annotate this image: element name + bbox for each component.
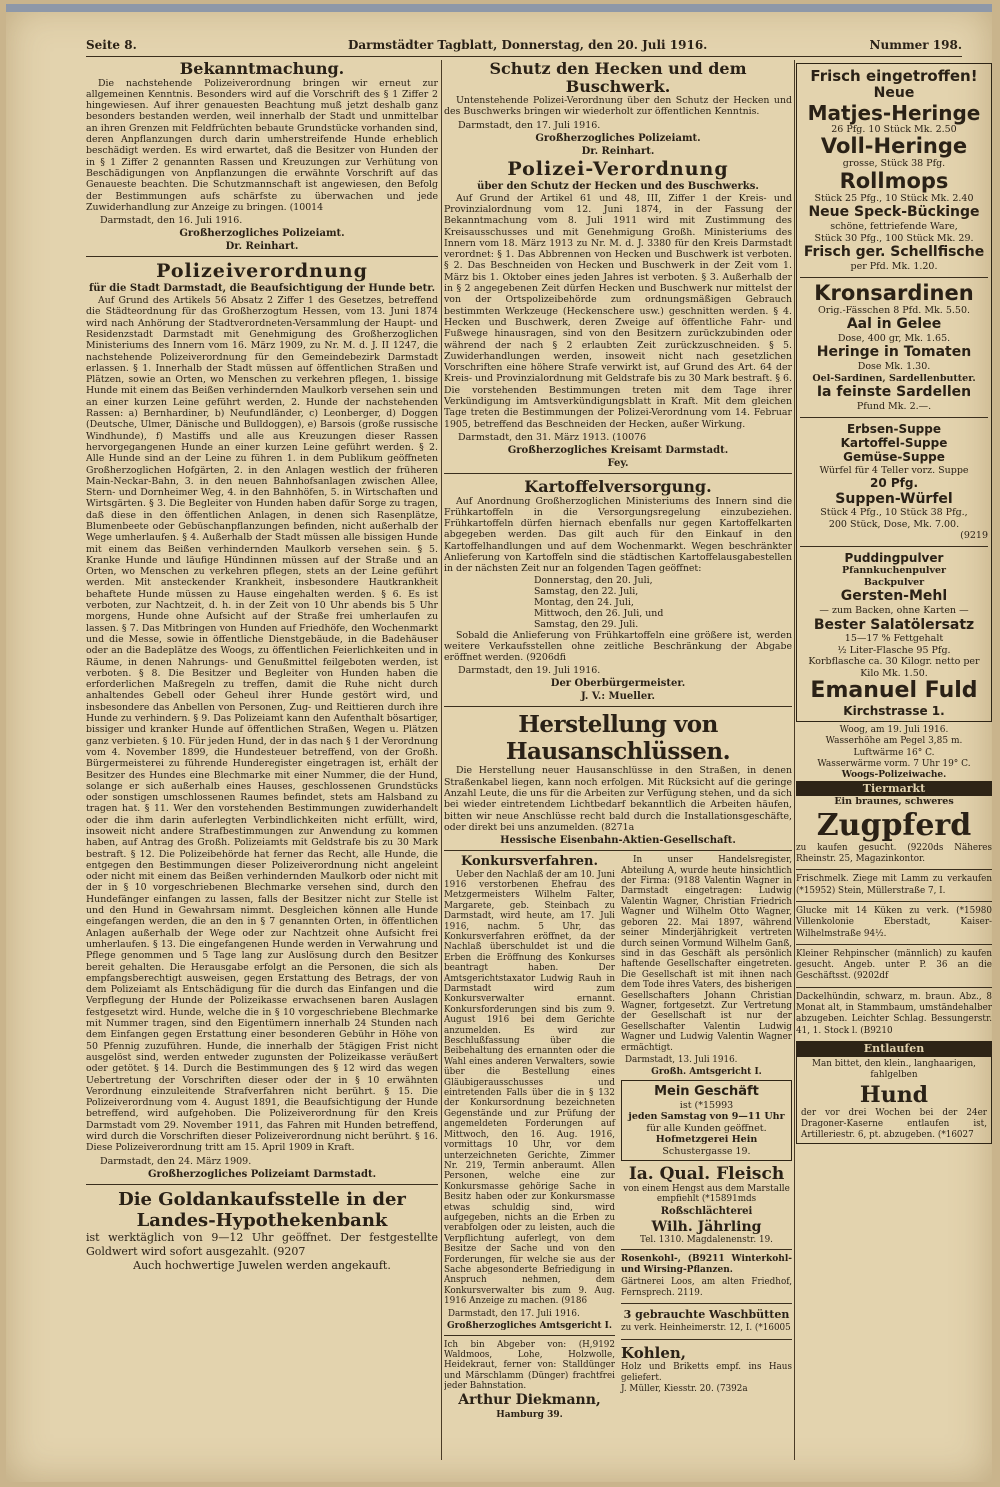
fuld-schell-price: per Pfd. Mk. 1.20. xyxy=(850,261,938,273)
hund-text: der vor drei Wochen bei der 24er Dragoner-Kaserne entlaufen ist, Artilleriestr. 6, pt. abzugeben. (*16027 xyxy=(801,1107,987,1141)
fuld-erbsen: Erbsen-Suppe xyxy=(846,421,941,436)
hein-line: ist (*15993 xyxy=(679,1099,734,1111)
fuld-pudding: Puddingpulver xyxy=(844,550,944,565)
fuld-matjes-price: 26 Pfg. 10 Stück Mk. 2.50 xyxy=(831,123,957,135)
tiermarkt-heading: Tiermarkt xyxy=(796,781,992,796)
polizeiverordnung-signature: Großherzogliches Polizeiamt Darmstadt. xyxy=(147,1168,377,1180)
fuld-ref: (9219 xyxy=(960,530,988,542)
divider xyxy=(796,944,992,945)
fuld-salat: Bester Salatölersatz xyxy=(813,616,975,633)
fuld-hering-tomaten-price: Dose Mk. 1.30. xyxy=(857,361,931,373)
schutz-title: Schutz den Hecken und dem Buschwerk. xyxy=(489,60,747,96)
fuld-matjes: Matjes-Heringe xyxy=(807,100,981,125)
goldankauf-text-2: Auch hochwertige Juwelen werden angekauft. xyxy=(133,1258,391,1272)
polizei-verordnung-text: Auf Grund der Artikel 61 und 48, III, Ziffer 1 der Kreis- und Provinzialordnung vom 12. Juni 1874, in der Fassung der Bekanntmachung vom 8. Juli 1911 wird mit Zustimmung des Kreisausschusses und mit Genehmigung Großh. Ministeriums des Innern vom 18. März 1913 zu Nr. M. d. J. 3380 für den Kreis Darmstadt verordnet: § 1. Das Abbrennen von Hecken und Buschwerk ist verboten. § 2. Das Beschneiden von Hecken und Buschwerk in der Zeit vom 1. März bis 1. Oktober eines jeden Jahres ist verboten. § 3. Außerhalb der in § 2 angegebenen Zeit dürfen Hecken und Buschwerk nur mittelst der von der Ortspolizeibehörde zum ordnungsmäßigen Gebrauch bestimmten Werkzeuge (Heckenschere usw.) geschnitten werden. § 4. Hecken und Buschwerk, deren Zweige auf öffentliche Fahr- und Fußwege hinausragen, sind von den Besitzern zurückzubinden oder während der nach § 2 erlaubten Zeit zurückzuschneiden. § 5. Zuwiderhandlungen werden, insoweit nicht nach gesetzlichen Vorschriften eine höhere Strafe verwirkt ist, auf Grund des Art. 64 der Kreis- und Provinzialordnung mit Geldstrafe bis zu 30 Mark bestraft. § 6. Die vorstehenden Bestimmungen treten mit dem Tage ihrer Verkündigung im Amtsverkündigungsblatt in Kraft. Mit dem gleichen Tage treten die Bestimmungen der Polizei-Verordnung vom 14. Februar 1905, betreffend das Beschneiden der Hecken, außer Wirkung. xyxy=(444,192,792,430)
hein-title: Mein Geschäft xyxy=(654,1083,759,1099)
fuld-kartoffel: Kartoffel-Suppe xyxy=(840,435,948,450)
hausanschluss-text: Die Herstellung neuer Hausanschlüsse in den Straßen, in denen Straßenkabel liegen, kann noch erfolgen. Mit Rücksicht auf die geringe Anzahl Leute, die uns für die Arbeiten zur Verfügung stehen, und da sich bei wieder eintretendem Lichtbedarf bekanntlich die Arbeiten häufen, bitten wir neue Anschlüsse recht bald durch die Installationsgeschäfte, oder direkt bei uns anzumelden. (8271a xyxy=(444,765,792,833)
hund-pre: Man bittet, den klein., langhaarigen, fahlgelben xyxy=(812,1058,976,1081)
divider xyxy=(444,1335,615,1336)
page-number: Seite 8. xyxy=(86,38,137,52)
column-rule xyxy=(794,60,795,1460)
divider xyxy=(621,1339,792,1340)
right-notices xyxy=(621,855,792,1421)
column-2 xyxy=(444,60,792,1465)
woog-line: Wasserhöhe am Pegel 3,85 m. xyxy=(825,736,963,747)
rosenkohl-text: Gärtnerei Loos, am alten Friedhof, Fernsprech. 2119. xyxy=(621,1276,792,1298)
divider xyxy=(621,1249,792,1250)
divider xyxy=(621,1303,792,1304)
kartoffel-day: Samstag, den 29. Juli. xyxy=(534,618,639,630)
schutz-signer: Dr. Reinhart. xyxy=(581,145,655,157)
fuld-kron: Kronsardinen xyxy=(814,280,974,305)
handelsregister-date: Darmstadt, 13. Juli 1916. xyxy=(625,1054,738,1065)
bekanntmachung-signer: Dr. Reinhart. xyxy=(225,241,299,253)
column-rule xyxy=(441,60,442,1460)
kartoffel-signer: J. V.: Mueller. xyxy=(580,691,656,703)
rosenkohl-title: Rosenkohl-, (B9211 Winterkohl- und Wirsing-Pflanzen. xyxy=(621,1254,792,1276)
fuld-salat-korb: Korbflasche ca. 30 Kilogr. netto per Kilo Mk. 1.50. xyxy=(808,656,980,679)
handelsregister-text: In unser Handelsregister, Abteilung A, wurde heute hinsichtlich der Firma: (9188 Valentin Wagner in Darmstadt eingetragen: Ludwig Valentin Wagner, Christian Friedrich Wagner und Wilhelm Otto Wagner, geboren 22. Mai 1897, während seiner Minderjährigkeit vertreten durch seinen Vormund Wilhelm Ganß, sind in das Geschäft als persönlich haftende Gesellschafter eingetreten. Die Gesellschaft ist mit ihnen nach dem Tode ihres Vaters, des bisherigen Gesellschafters Johann Christian Wagner, fortgesetzt. Zur Vertretung der Gesellschaft ist nur der Gesellschafter Valentin Ludwig Wagner und Ludwig Valentin Wagner ermächtigt. xyxy=(621,855,792,1053)
waschbuetten-title: 3 gebrauchte Waschbütten xyxy=(623,1308,790,1322)
polizei-verordnung-date: Darmstadt, den 31. März 1913. (10076 xyxy=(458,431,647,443)
polizei-verordnung-signer: Fey. xyxy=(607,457,629,469)
entlaufen-heading: Entlaufen xyxy=(796,1041,992,1056)
divider xyxy=(796,987,992,988)
hund-ad xyxy=(796,1056,992,1144)
hund-title: Hund xyxy=(859,1081,929,1108)
fuld-rollmops: Rollmops xyxy=(839,168,949,193)
polizeiverordnung-date: Darmstadt, den 24. März 1909. xyxy=(100,1155,252,1167)
kartoffel-day: Donnerstag, den 20. Juli, xyxy=(534,574,653,586)
konkurs-text: Ueber den Nachlaß der am 10. Juni 1916 verstorbenen Ehefrau des Metzgermeisters Wilhelm Falter, Margarete, geb. Steinbach zu Darmstadt, wird heute, am 17. Juli 1916, nachm. 5 Uhr, das Konkursverfahren eröffnet, da der Nachlaß überschuldet ist und die Erben die Eröffnung des Konkurses beantragt haben. Der Amtsgerichtstaxator Ludwig Rauh in Darmstadt wird zum Konkursverwalter ernannt. Konkursforderungen sind bis zum 9. August 1916 bei dem Gerichte anzumelden. Es wird zur Beschlußfassung über die Beibehaltung des ernannten oder die Wahl eines anderen Verwalters, sowie über die Bestellung eines Gläubigerausschusses und eintretenden Falls über die in § 132 der Konkursordnung bezeichneten Gegenstände und zur Prüfung der angemeldeten Forderungen auf Mittwoch, den 16. Aug. 1916, vormittags 10 Uhr, vor dem unterzeichneten Gerichte, Zimmer Nr. 219, Termin anberaumt. Allen Personen, welche eine zur Konkursmasse gehörige Sache in Besitz haben oder zur Konkursmasse etwas schuldig sind, wird aufgegeben, nichts an die Erben zu verabfolgen oder zu leisten, auch die Verpflichtung auferlegt, von dem Besitze der Sache und von den Forderungen, für welche sie aus der Sache abgesonderte Befriedigung in Anspruch nehmen, dem Konkursverwalter bis zum 9. Aug. 1916 Anzeige zu machen. (9186 xyxy=(444,869,615,1307)
diekmann-name: Arthur Diekmann, xyxy=(458,1391,601,1408)
woog-signature: Woogs-Polizeiwache. xyxy=(841,770,947,781)
divider xyxy=(444,473,792,474)
rehpinscher-ad: Kleiner Rehpinscher (männlich) zu kaufen gesucht. Angeb. unter P. 36 an die Geschäftsst. (9202df xyxy=(796,948,992,982)
fuld-suppen-price-1: Stück 4 Pfg., 10 Stück 38 Pfg., xyxy=(820,507,968,519)
polizeiverordnung-subtitle: für die Stadt Darmstadt, die Beaufsichtigung der Hunde betr. xyxy=(88,283,436,295)
fuld-wuerfel-price: 20 Pfg. xyxy=(869,476,919,491)
zugpferd-pre: Ein braunes, schweres xyxy=(834,796,954,808)
lower-notices xyxy=(444,855,792,1421)
fuld-ad xyxy=(796,63,992,722)
fuld-voll: Voll-Heringe xyxy=(820,134,968,159)
hausanschluss-signature: Hessische Eisenbahn-Aktien-Gesellschaft. xyxy=(500,835,736,847)
divider xyxy=(86,1184,438,1185)
bekanntmachung-signature: Großherzogliches Polizeiamt. xyxy=(179,228,345,240)
fuld-pfann: Pfannkuchenpulver xyxy=(841,565,947,577)
woog-report xyxy=(796,725,992,781)
divider xyxy=(444,706,792,707)
hein-address: Schustergasse 19. xyxy=(662,1145,751,1157)
fleisch-ad xyxy=(621,1164,792,1245)
divider xyxy=(444,850,792,851)
fuld-suppen: Suppen-Würfel xyxy=(835,490,953,507)
fuld-gersten-sub: — zum Backen, ohne Karten — xyxy=(819,605,969,617)
hein-hours: jeden Samstag von 9—11 Uhr xyxy=(628,1111,785,1123)
kartoffel-date: Darmstadt, den 19. Juli 1916. xyxy=(458,665,601,677)
hein-line: für alle Kunden geöffnet. xyxy=(646,1122,767,1134)
polizei-verordnung-title: Polizei-Verordnung xyxy=(507,157,729,180)
ziege-ad: Frischmelk. Ziege mit Lamm zu verkaufen (*15952) Stein, Müllerstraße 7, I. xyxy=(796,874,992,896)
waschbuetten-text: zu verk. Heinheimerstr. 12, I. (*16005 xyxy=(621,1323,791,1334)
fleisch-address: Tel. 1310. Magdalenenstr. 19. xyxy=(640,1235,773,1246)
kartoffel-text: Auf Anordnung Großherzoglichen Ministeriums des Innern sind die Frühkartoffeln in die Versorgungsregelung einzubeziehen. Frühkartoffeln dürfen hiernach ebenfalls nur gegen Kartoffelkarten abgegeben werden. Das gilt auch für den Einkauf in den Kartoffelhandlungen und auf dem Wochenmarkt. Wegen beschränkter Anlieferung von Kartoffeln sind die städtischen Kartoffelausgabestellen in der nächsten Zeit nur an folgenden Tagen geöffnet: xyxy=(444,495,792,575)
goldankauf-title-1: Die Goldankaufsstelle in der xyxy=(118,1188,406,1210)
schutz-signature: Großherzogliches Polizeiamt. xyxy=(535,132,701,144)
fuld-aal-price: Dose, 400 gr, Mk. 1.65. xyxy=(837,332,951,344)
fleisch-text: von einem Hengst aus dem Marstalle empfiehlt (*15891mds xyxy=(623,1184,790,1205)
kohlen-text: Holz und Briketts empf. ins Haus geliefert. xyxy=(621,1361,792,1383)
diekmann-text: Ich bin Abgeber von: (H,9192 Waldmoos, Lohe, Holzwolle, Heidekraut, ferner von: Stalldünger und Märschlamm (Dünger) frachtfrei jeder Bahnstation. xyxy=(444,1339,615,1392)
woog-line: Woog, am 19. Juli 1916. xyxy=(839,724,949,735)
fuld-frisch: Frisch eingetroffen! xyxy=(810,67,978,85)
fuld-gemuese: Gemüse-Suppe xyxy=(843,450,945,465)
newspaper-page xyxy=(6,4,992,1482)
glucke-ad: Glucke mit 14 Küken zu verk. (*15980 Villenkolonie Eberstadt, Kaiser-Wilhelmstraße 94½. xyxy=(796,905,992,939)
fuld-speck-sub: schöne, fettriefende Ware, xyxy=(830,221,958,233)
konkurs-signature: Großherzogliches Amtsgericht I. xyxy=(446,1320,613,1331)
zugpferd-text: zu kaufen gesucht. (9220ds Näheres Rheinstr. 25, Magazinkontor. xyxy=(796,842,992,865)
kohlen-title: Kohlen, xyxy=(621,1343,686,1362)
fuld-oel: Oel-Sardinen, Sardellenbutter. xyxy=(812,372,976,384)
schutz-text: Untenstehende Polizei-Verordnung über den Schutz der Hecken und des Buschwerks bringen wir wiederholt zur öffentlichen Kenntnis. xyxy=(444,95,792,118)
polizei-verordnung-subtitle: über den Schutz der Hecken und des Buschwerks. xyxy=(477,180,759,192)
fuld-kron-price: Orig.-Fässchen 8 Pfd. Mk. 5.50. xyxy=(817,304,971,316)
fuld-address: Kirchstrasse 1. xyxy=(843,703,945,718)
fuld-gersten: Gersten-Mehl xyxy=(840,588,948,605)
handelsregister-signature: Großh. Amtsgericht I. xyxy=(651,1066,762,1077)
hein-name: Hofmetzgerei Hein xyxy=(655,1134,758,1146)
konkurs-notice xyxy=(444,855,615,1421)
divider xyxy=(800,417,988,418)
woog-line: Luftwärme 16° C. xyxy=(853,747,935,758)
kartoffel-text-2: Sobald die Anlieferung von Frühkartoffeln eine größere ist, werden weitere Verkaufsstellen ohne zeitliche Beschränkung der Abgabe eröffnet werden. (9206dfi xyxy=(444,629,792,664)
fuld-salat-flasche: ½ Liter-Flasche 95 Pfg. xyxy=(837,644,951,656)
hein-ad xyxy=(621,1080,792,1161)
dackel-ad: Dackelhündin, schwarz, m. braun. Abz., 8 Monat alt, in Stammbaum, umständehalber abzugeben. Leichter Schlag. Bessungerstr. 41, 1. Stock l. (B9210 xyxy=(796,991,992,1036)
fuld-hering-tomaten: Heringe in Tomaten xyxy=(816,344,972,361)
konkurs-title: Konkursverfahren. xyxy=(460,854,598,870)
polizeiverordnung-title: Polizeiverordnung xyxy=(156,260,368,283)
fleisch-title: Ia. Qual. Fleisch xyxy=(628,1164,785,1185)
kartoffel-day: Mittwoch, den 26. Juli, und xyxy=(534,607,664,619)
zugpferd-title: Zugpferd xyxy=(816,807,972,843)
kartoffel-day: Montag, den 24. Juli, xyxy=(534,596,634,608)
fuld-wuerfel-text: Würfel für 4 Teller vorz. Suppe xyxy=(819,464,969,476)
schutz-date: Darmstadt, den 17. Juli 1916. xyxy=(458,119,601,131)
goldankauf-text: ist werktäglich von 9—12 Uhr geöffnet. Der festgestellte Goldwert wird sofort ausgezahlt. (9207 xyxy=(86,1230,438,1258)
kartoffel-day: Samstag, den 22. Juli, xyxy=(534,585,639,597)
kartoffel-signature: Der Oberbürgermeister. xyxy=(550,678,686,690)
divider xyxy=(800,277,988,278)
fleisch-name: Wilh. Jährling xyxy=(651,1219,762,1236)
divider xyxy=(796,869,992,870)
column-3 xyxy=(796,60,992,1465)
divider xyxy=(796,901,992,902)
top-strip xyxy=(6,4,992,12)
bekanntmachung-text: Die nachstehende Polizeiverordnung bringen wir erneut zur allgemeinen Kenntnis. Besonders wird auf die Vorschrift des § 1 Ziffer 2 hingewiesen. Auf ihrer genauesten Beachtung muß jetzt deshalb ganz besonders bestanden werden, weil innerhalb der Stadt und unmittelbar an ihren Grenzen mit Feldfrüchten bebaute Grundstücke vorhanden sind, deren Anpflanzungen durch darin umherstreifende Hunde erheblich beschädigt werden. Es wird erwartet, daß die Besitzer von Hunden der in § 1 Ziffer 2 genannten Rassen und Kreuzungen zur Verhütung von Beschädigungen von Anpflanzungen die erwähnte Vorschrift auf das Genaueste beachten. Die Schutzmannschaft ist angewiesen, den Befolg der Bestimmungen aufs schärfste zu überwachen und jede Zuwiderhandlung zur Anzeige zu bringen. (10014 xyxy=(86,77,438,213)
fleisch-shop: Roßschlächterei xyxy=(660,1206,753,1218)
masthead: Darmstädter Tagblatt, Donnerstag, den 20. Juli 1916. xyxy=(348,38,708,52)
fuld-sardellen: Ia feinste Sardellen xyxy=(816,384,972,401)
goldankauf-title-2: Landes-Hypothekenbank xyxy=(136,1209,388,1231)
fuld-sardellen-price: Pfund Mk. 2.—. xyxy=(856,401,932,413)
hausanschluss-title: Herstellung von Hausanschlüssen. xyxy=(505,711,731,766)
bekanntmachung-date: Darmstadt, den 16. Juli 1916. xyxy=(100,215,243,227)
fuld-speck-price: Stück 30 Pfg., 100 Stück Mk. 29. xyxy=(814,232,974,244)
fuld-neue: Neue xyxy=(873,85,915,101)
konkurs-date: Darmstadt, den 17. Juli 1916. xyxy=(448,1308,580,1319)
fuld-voll-price: grosse, Stück 38 Pfg. xyxy=(842,158,946,170)
diekmann-city: Hamburg 39. xyxy=(496,1409,563,1420)
column-1 xyxy=(86,60,438,1465)
woog-line: Wasserwärme vorm. 7 Uhr 19° C. xyxy=(817,758,971,769)
fuld-rollmops-price: Stück 25 Pfg., 10 Stück Mk. 2.40 xyxy=(814,192,974,204)
fuld-salat-fett: 15—17 % Fettgehalt xyxy=(844,633,944,645)
divider xyxy=(800,546,988,547)
bekanntmachung-title: Bekanntmachung. xyxy=(179,60,345,78)
kartoffel-days xyxy=(534,575,792,630)
fuld-name: Emanuel Fuld xyxy=(810,678,978,704)
issue-number: Nummer 198. xyxy=(869,38,962,52)
fuld-schell: Frisch ger. Schellfische xyxy=(803,244,985,261)
polizeiverordnung-text: Auf Grund des Artikels 56 Absatz 2 Ziffer 1 des Gesetzes, betreffend die Städteordnung für das Großherzogtum Hessen, vom 13. Juni 1874 wird nach Anhörung der Stadtverordneten-Versammlung der Haupt- und Residenzstadt Darmstadt mit Genehmigung des Großherzoglichen Ministeriums des Innern vom 16. März 1909, zu Nr. M. d. J. II 1247, die nachstehende Polizeiverordnung für den Gemeindebezirk Darmstadt erlassen. § 1. Innerhalb der Stadt müssen auf öffentlichen Straßen und Plätzen, sowie an Orten, wo Menschen zu verkehren pflegen, 1. bissige Hunde mit einem das Beißen verhindernden Maulkorb versehen sein und an einer kurzen Leine geführt werden, 2. Hunde der nachstehenden Rassen: a) Bernhardiner, b) Neufundländer, c) Leonberger, d) Doggen (Deutsche, Ulmer, Dänische und Bulldoggen), e) Barsois (große russische Windhunde), f) Mastiffs und alle aus Kreuzungen dieser Rassen hervorgegangenen Hunde an einer kurzen Leine geführt werden. § 2. Alle Hunde sind an der Leine zu führen 1. in dem Publikum geöffneten Großherzoglichen Hofgärten, 2. in den Anlagen westlich der früheren Main-Neckar-Bahn, 3. in den neuen Bahnhofsanlagen zwischen Allee, Stern- und Dornheimer Weg, 4. in den Bahnhöfen, 5. in Wirtschaften und Wirtsgärten. § 3. Die Begleiter von Hunden haben dafür Sorge zu tragen, daß diese in den öffentlichen Anlagen, in denen sich Rasenplätze, Blumenbeete oder Gebüschanpflanzungen befinden, nicht außerhalb der Wege umherlaufen. § 4. Außerhalb der Stadt müssen alle bissigen Hunde mit einem das Beißen verhindernden Maulkorb versehen sein. § 5. Kranke Hunde und läufige Hündinnen müssen auf der Straße und an Orten, wo Menschen zu verkehren pflegen, stets an der Leine geführt werden. Mit ansteckender Krankheit, insbesondere Hautkrankheit behaftete Hunde müssen zu Hause eingehalten werden. § 6. Es ist verboten, zur Nachtzeit, d. h. in der Zeit von 10 Uhr abends bis 5 Uhr morgens, Hunde ohne Aufsicht auf der Straße frei umherlaufen zu lassen. § 7. Das Mitbringen von Hunden auf Friedhöfe, den Wochenmarkt und die Messe, sowie in öffentliche Dienstgebäude, in die Badehäuser oder an die Badeplätze des Woogs, zu öffentlichen Feierlichkeiten und in Räume, in denen Nahrungs- und Genußmittel feilgeboten werden, ist verboten. § 8. Die Besitzer und Begleiter von Hunden haben die erforderlichen Maßregeln zu treffen, damit die Ruhe nicht durch anhaltendes Gebell oder Geheul ihrer Hunde gestört wird, und insbesondere das Anbellen von Personen, Zug- und Reittieren durch ihre Hunde zu verhindern. § 9. Das Polizeiamt kann den Aufenthalt bösartiger, bissiger und kranker Hunde auf öffentlichen Straßen, Wegen u. Plätzen ganz verbieten. § 10. Für jeden Hund, der in das nach § 1 der Verordnung vom 4. November 1899, die Hundesteuer betreffend, von der Großh. Bürgermeisterei zu führende Hunderegister eingetragen ist, erhält der Besitzer des Hundes eine Blechmarke mit einer Nummer, die der Hund, solange er sich außerhalb eines Hauses, geschlossenen Grundstücks oder sonstigen umschlossenen Raumes befindet, stets am Halsband zu tragen hat. § 11. Wer den vorstehenden Bestimmungen zuwiderhandelt oder die ihm darin auferlegten Verbindlichkeiten nicht erfüllt, wird, insoweit nicht andere Strafbestimmungen zur Anwendung zu kommen haben, auf Antrag des Großh. Polizeiamts mit Geldstrafe bis zu 30 Mark bestraft. § 12. Die Polizeibehörde hat ferner das Recht, alle Hunde, die entgegen den Bestimmungen dieser Polizeiverordnung nicht angeleint oder nicht mit einem das Beißen verhindernden Maulkorb oder nicht mit der in § 10 vorgeschriebenen Blechmarke versehen sind, durch den Hundefänger einfangen zu lassen, falls der Besitzer nicht zur Stelle ist und den Hund in Gewahrsam nimmt. Desgleichen können alle Hunde eingefangen werden, die an den in § 7 genannten Orten, in öffentlichen Anlagen außerhalb der Wege oder zur Nachtzeit ohne Aufsicht frei umherlaufen. § 13. Die eingefangenen Hunde werden in Verwahrung und Pflege genommen und 5 Tage lang zur Auslösung durch den Besitzer bereit gehalten. Die Herausgabe erfolgt an die Personen, die sich als empfangsberechtigt ausweisen, gegen Erstattung des Betrags, der von dem Polizeiamt als Entschädigung für die durch das Einfangen und die Verpflegung der Hunde der Polizeikasse erwachsenen baren Auslagen festgesetzt wird. Hunde, welche die in § 10 vorgeschriebene Blechmarke mit Nummer tragen, sind den Eigentümern innerhalb 24 Stunden nach dem Einfangen gegen Erstattung einer besonderen Gebühr in Höhe von 50 Pfennig zuzuführen. Hunde, die innerhalb der 5tägigen Frist nicht ausgelöst sind, werden entweder zugunsten der Polizeikasse veräußert oder getötet. § 14. Durch die Bestimmungen des § 12 wird das wegen Uebertretung der Vorschriften dieser oder der in § 10 erwähnten Verordnung einzuleitende Strafverfahren nicht berührt. § 15. Die Polizeiverordnung vom 4. August 1891, die Beaufsichtigung der Hunde betreffend, wird aufgehoben. Die Polizeiverordnung für den Kreis Darmstadt vom 29. November 1911, das Fahren mit Hunden betreffend, wird durch die Vorschriften dieser Polizeiverordnung nicht berührt. § 16. Diese Polizeiverordnung tritt am 15. April 1909 in Kraft. xyxy=(86,295,438,1154)
goldankauf-ad xyxy=(86,1189,438,1273)
fuld-suppen-price-2: 200 Stück, Dose, Mk. 7.00. xyxy=(828,518,960,530)
fuld-aal: Aal in Gelee xyxy=(846,316,942,333)
polizei-verordnung-signature: Großherzogliches Kreisamt Darmstadt. xyxy=(507,444,729,456)
fuld-speck: Neue Speck-Bückinge xyxy=(808,204,980,221)
page-header xyxy=(86,36,962,57)
fuld-back: Backpulver xyxy=(863,576,925,588)
kartoffel-title: Kartoffelversorgung. xyxy=(524,476,712,496)
kohlen-address: J. Müller, Kiesstr. 20. (7392a xyxy=(621,1384,748,1395)
divider xyxy=(86,256,438,257)
